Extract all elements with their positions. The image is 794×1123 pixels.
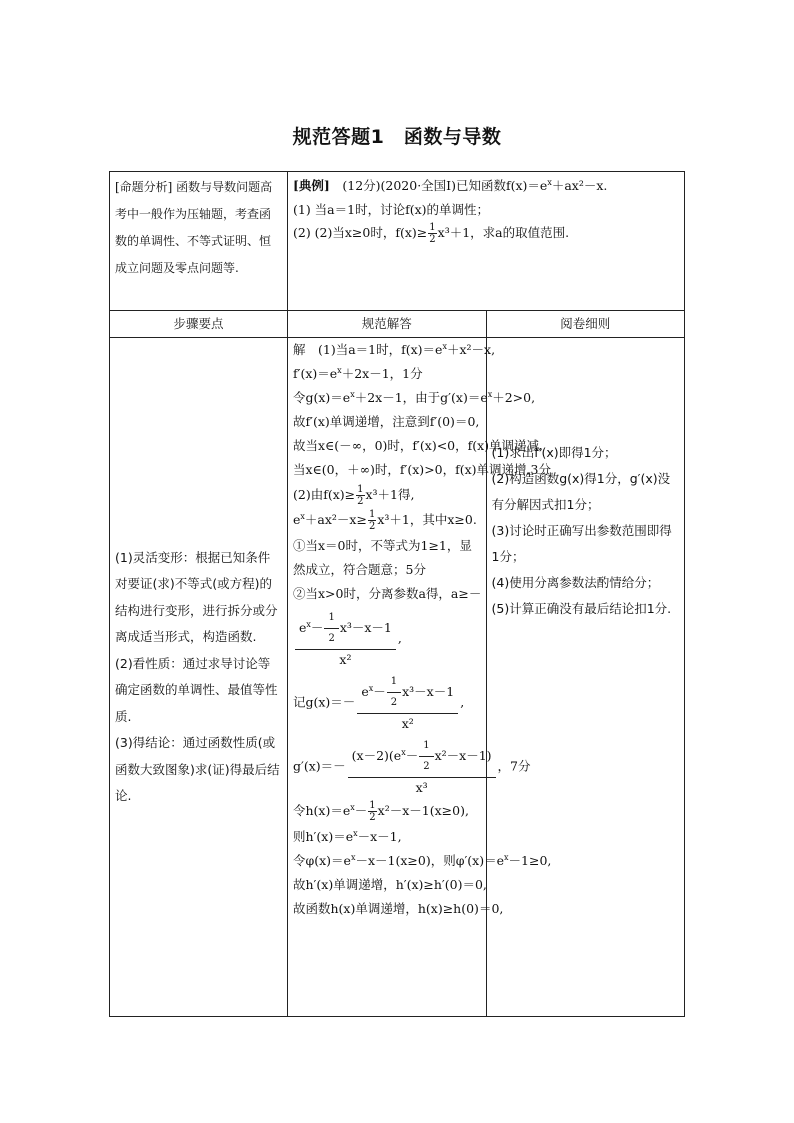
example-tag: [典例] [293,178,330,193]
fraction: $e^x-$ $\frac{1}{2}$ x³－x－1 x² [295,608,396,670]
note-4: (4)使用分离参数法酌情给分； [491,575,660,590]
fraction: $\frac{1}{2}$ [429,222,436,245]
page-title: 规范答题1 函数与导数 [292,126,502,148]
fraction: $\frac{1}{2}$ [369,800,376,823]
header-notes: 阅卷细则 [486,311,685,338]
step-2: (2)看性质：通过求导讨论等确定函数的单调性、最值等性质. [115,655,278,724]
note-5: (5)计算正确没有最后结论扣1分. [491,601,672,616]
step-3: (3)得结论：通过函数性质(或函数大致图象)求(证)得最后结论. [115,735,280,803]
note-2: (2)构造函数g(x)得1分，g′(x)没有分解因式扣1分； [491,471,671,512]
question-2: (2) (2)当x≥0时，f(x)≥ $\frac{1}{2}$ x³＋1，求a的取值范围. [293,222,570,245]
notes-cell [486,338,685,1017]
fraction: $\frac{1}{2}$ [357,484,364,507]
steps-cell [110,338,288,1017]
question-1: (1) 当a＝1时，讨论f(x)的单调性； [293,202,490,217]
note-3: (3)讨论时正确写出参数范围即得1分； [491,523,672,564]
fraction: $\frac{1}{2}$ [368,509,376,532]
fraction: $e^x-$ $\frac{1}{2}$ x³－x－1 x² [357,672,458,734]
example-cell: [典例] (12分)(2020·全国Ⅰ)已知函数$f(x)=e^x+ax^2-x$. (1) 当a＝1时，讨论f(x)的单调性； (2) (2)当x≥0时，f(x)≥ $\frac{1}{2}$ x³＋1，求a的取值范围. [288,172,685,311]
note-1: (1)求出f′(x)即得1分； [491,445,617,460]
step-1: (1)灵活变形：根据已知条件对要证(求)不等式(或方程)的结构进行变形，进行拆分或分离成适当形式，构造函数. [115,549,278,644]
fraction: $(x-2)(e^x-$ $\frac{1}{2}$ x²－x－1) x³ [348,736,496,798]
header-steps: 步骤要点 [110,311,288,338]
solution-cell: 解 (1)当a＝1时，$f(x)=e^x+x^2-x$, $f'(x)=e^x+2x-1$，1分 令$g(x)=e^x+2x-1$，由于$g'(x)=e^x+2>0$, 故f′(x)单调递增，注意到f′(0)＝0, 故当x∈(－∞，0)时，f′(x)<0，f(x)单调递减, 当x∈(0，＋∞)时，f′(x)>0，f(x)单调递增.3分 (2)由f(x)≥ $\frac{1}{2}$ x³＋1得, $e^x+ax^2-x\ge$ $\frac{1}{2}$ x³＋1，其中x≥0. ①当x＝0时，不等式为1≥1，显然成立，符合题意；5分 ②当x>0时，分离参数a得，a≥－ $e^x-$ $\frac{1}{2}$ x³－x－1 x² , 记g(x)＝－ $e^x-$ $\frac{1}{2}$ x³－x－1 x² , g′(x)＝－ $(x-2)(e^x-$ $\frac{1}{2}$ x²－x－1) x³ ，7分 令$h(x)=e^x-$ $\frac{1}{2}$ x²－x－1(x≥0), 则$h'(x)=e^x-x-1$, 令$\varphi(x)=e^x-x-1(x\ge 0)$，则$\varphi'(x)=e^x-1\ge 0$, 故h′(x)单调递增，h′(x)≥h′(0)＝0, 故函数h(x)单调递增，h(x)≥h(0)＝0, [288,338,487,1017]
header-solution: 规范解答 [288,311,487,338]
answer-table [109,171,685,1017]
analysis-cell: [命题分析] 函数与导数问题高考中一般作为压轴题，考查函数的单调性、不等式证明、恒成立问题及零点问题等. [110,172,288,311]
